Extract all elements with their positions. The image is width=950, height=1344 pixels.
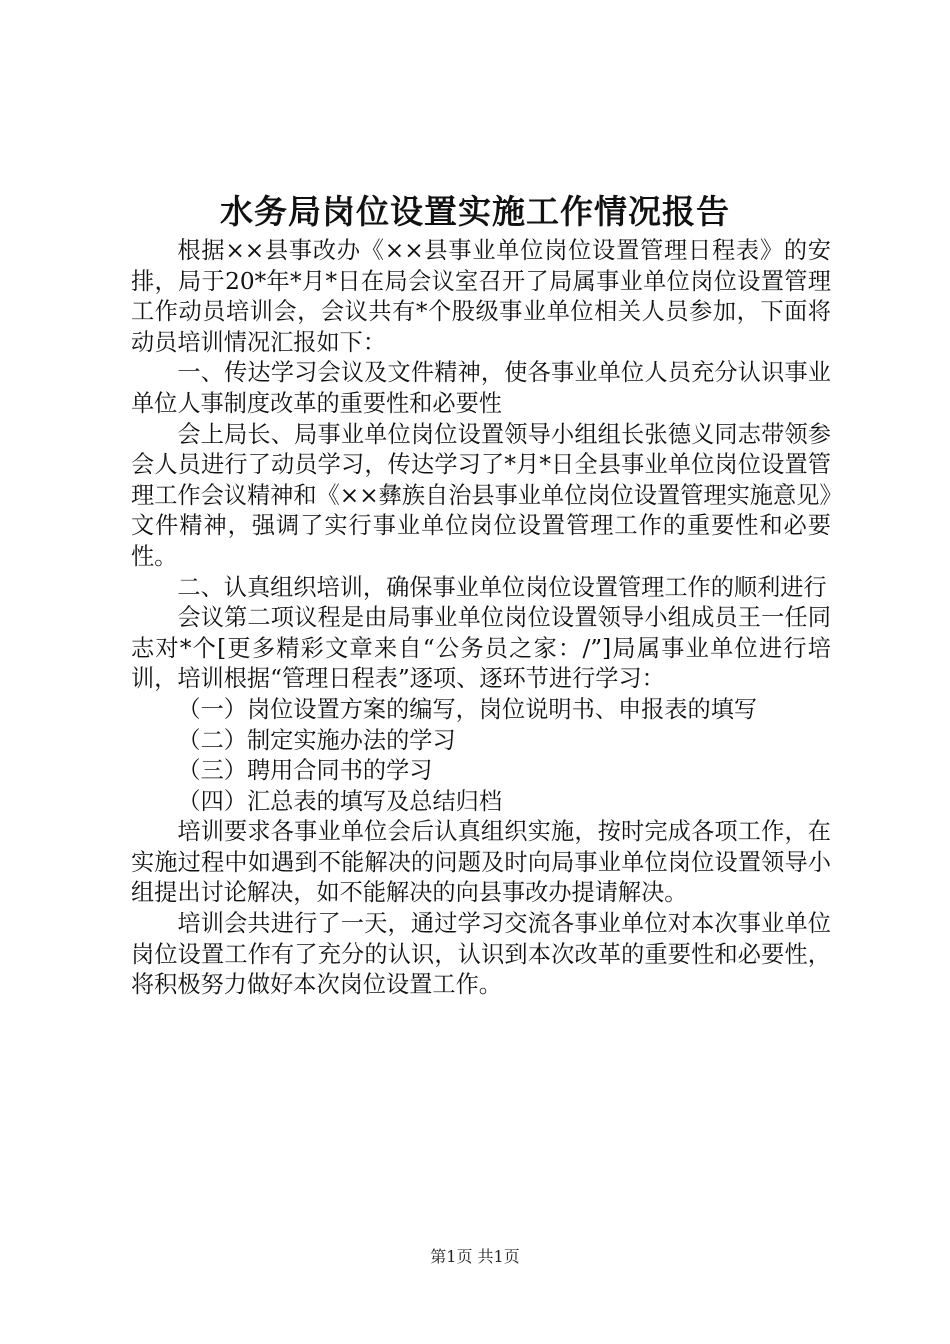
paragraph-intro: 根据××县事改办《××县事业单位岗位设置管理日程表》的安排，局于20*年*月*日在局会议室召开了局属事业单位岗位设置管理工作动员培训会，会议共有*个股级事业单位相关人员参加，下面将动员培训情况汇报如下： <box>131 237 831 356</box>
paragraph-section-2: 会议第二项议程是由局事业单位岗位设置领导小组成员王一任同志对*个[更多精彩文章来自“公务员之家：/”]局属事业单位进行培训，培训根据“管理日程表”逐项、逐环节进行学习： <box>131 604 831 693</box>
section-heading-1: 一、传达学习会议及文件精神，使各事业单位人员充分认识事业单位人事制度改革的重要性和必要性 <box>131 359 831 417</box>
list-item-2: （二）制定实施办法的学习 <box>177 726 456 754</box>
paragraph-requirements: 培训要求各事业单位会后认真组织实施，按时完成各项工作，在实施过程中如遇到不能解决的问题及时向局事业单位岗位设置领导小组提出讨论解决，如不能解决的向县事改办提请解决。 <box>131 818 831 907</box>
document-body <box>131 236 831 1001</box>
page-footer: 第1页 共1页 <box>430 1247 520 1266</box>
paragraph-conclusion: 培训会共进行了一天，通过学习交流各事业单位对本次事业单位岗位设置工作有了充分的认识，认识到本次改革的重要性和必要性，将积极努力做好本次岗位设置工作。 <box>131 910 831 999</box>
list-item-4: （四）汇总表的填写及总结归档 <box>177 787 503 815</box>
document-title: 水务局岗位设置实施工作情况报告 <box>220 192 730 231</box>
list-item-3: （三）聘用合同书的学习 <box>177 757 433 785</box>
section-heading-2: 二、认真组织培训，确保事业单位岗位设置管理工作的顺利进行 <box>177 573 827 601</box>
paragraph-section-1: 会上局长、局事业单位岗位设置领导小组组长张德义同志带领参会人员进行了动员学习，传达学习了*月*日全县事业单位岗位设置管理工作会议精神和《××彝族自治县事业单位岗位设置管理实施意见》文件精神，强调了实行事业单位岗位设置管理工作的重要性和必要性。 <box>131 420 831 570</box>
list-item-1: （一）岗位设置方案的编写，岗位说明书、申报表的填写 <box>177 695 758 723</box>
